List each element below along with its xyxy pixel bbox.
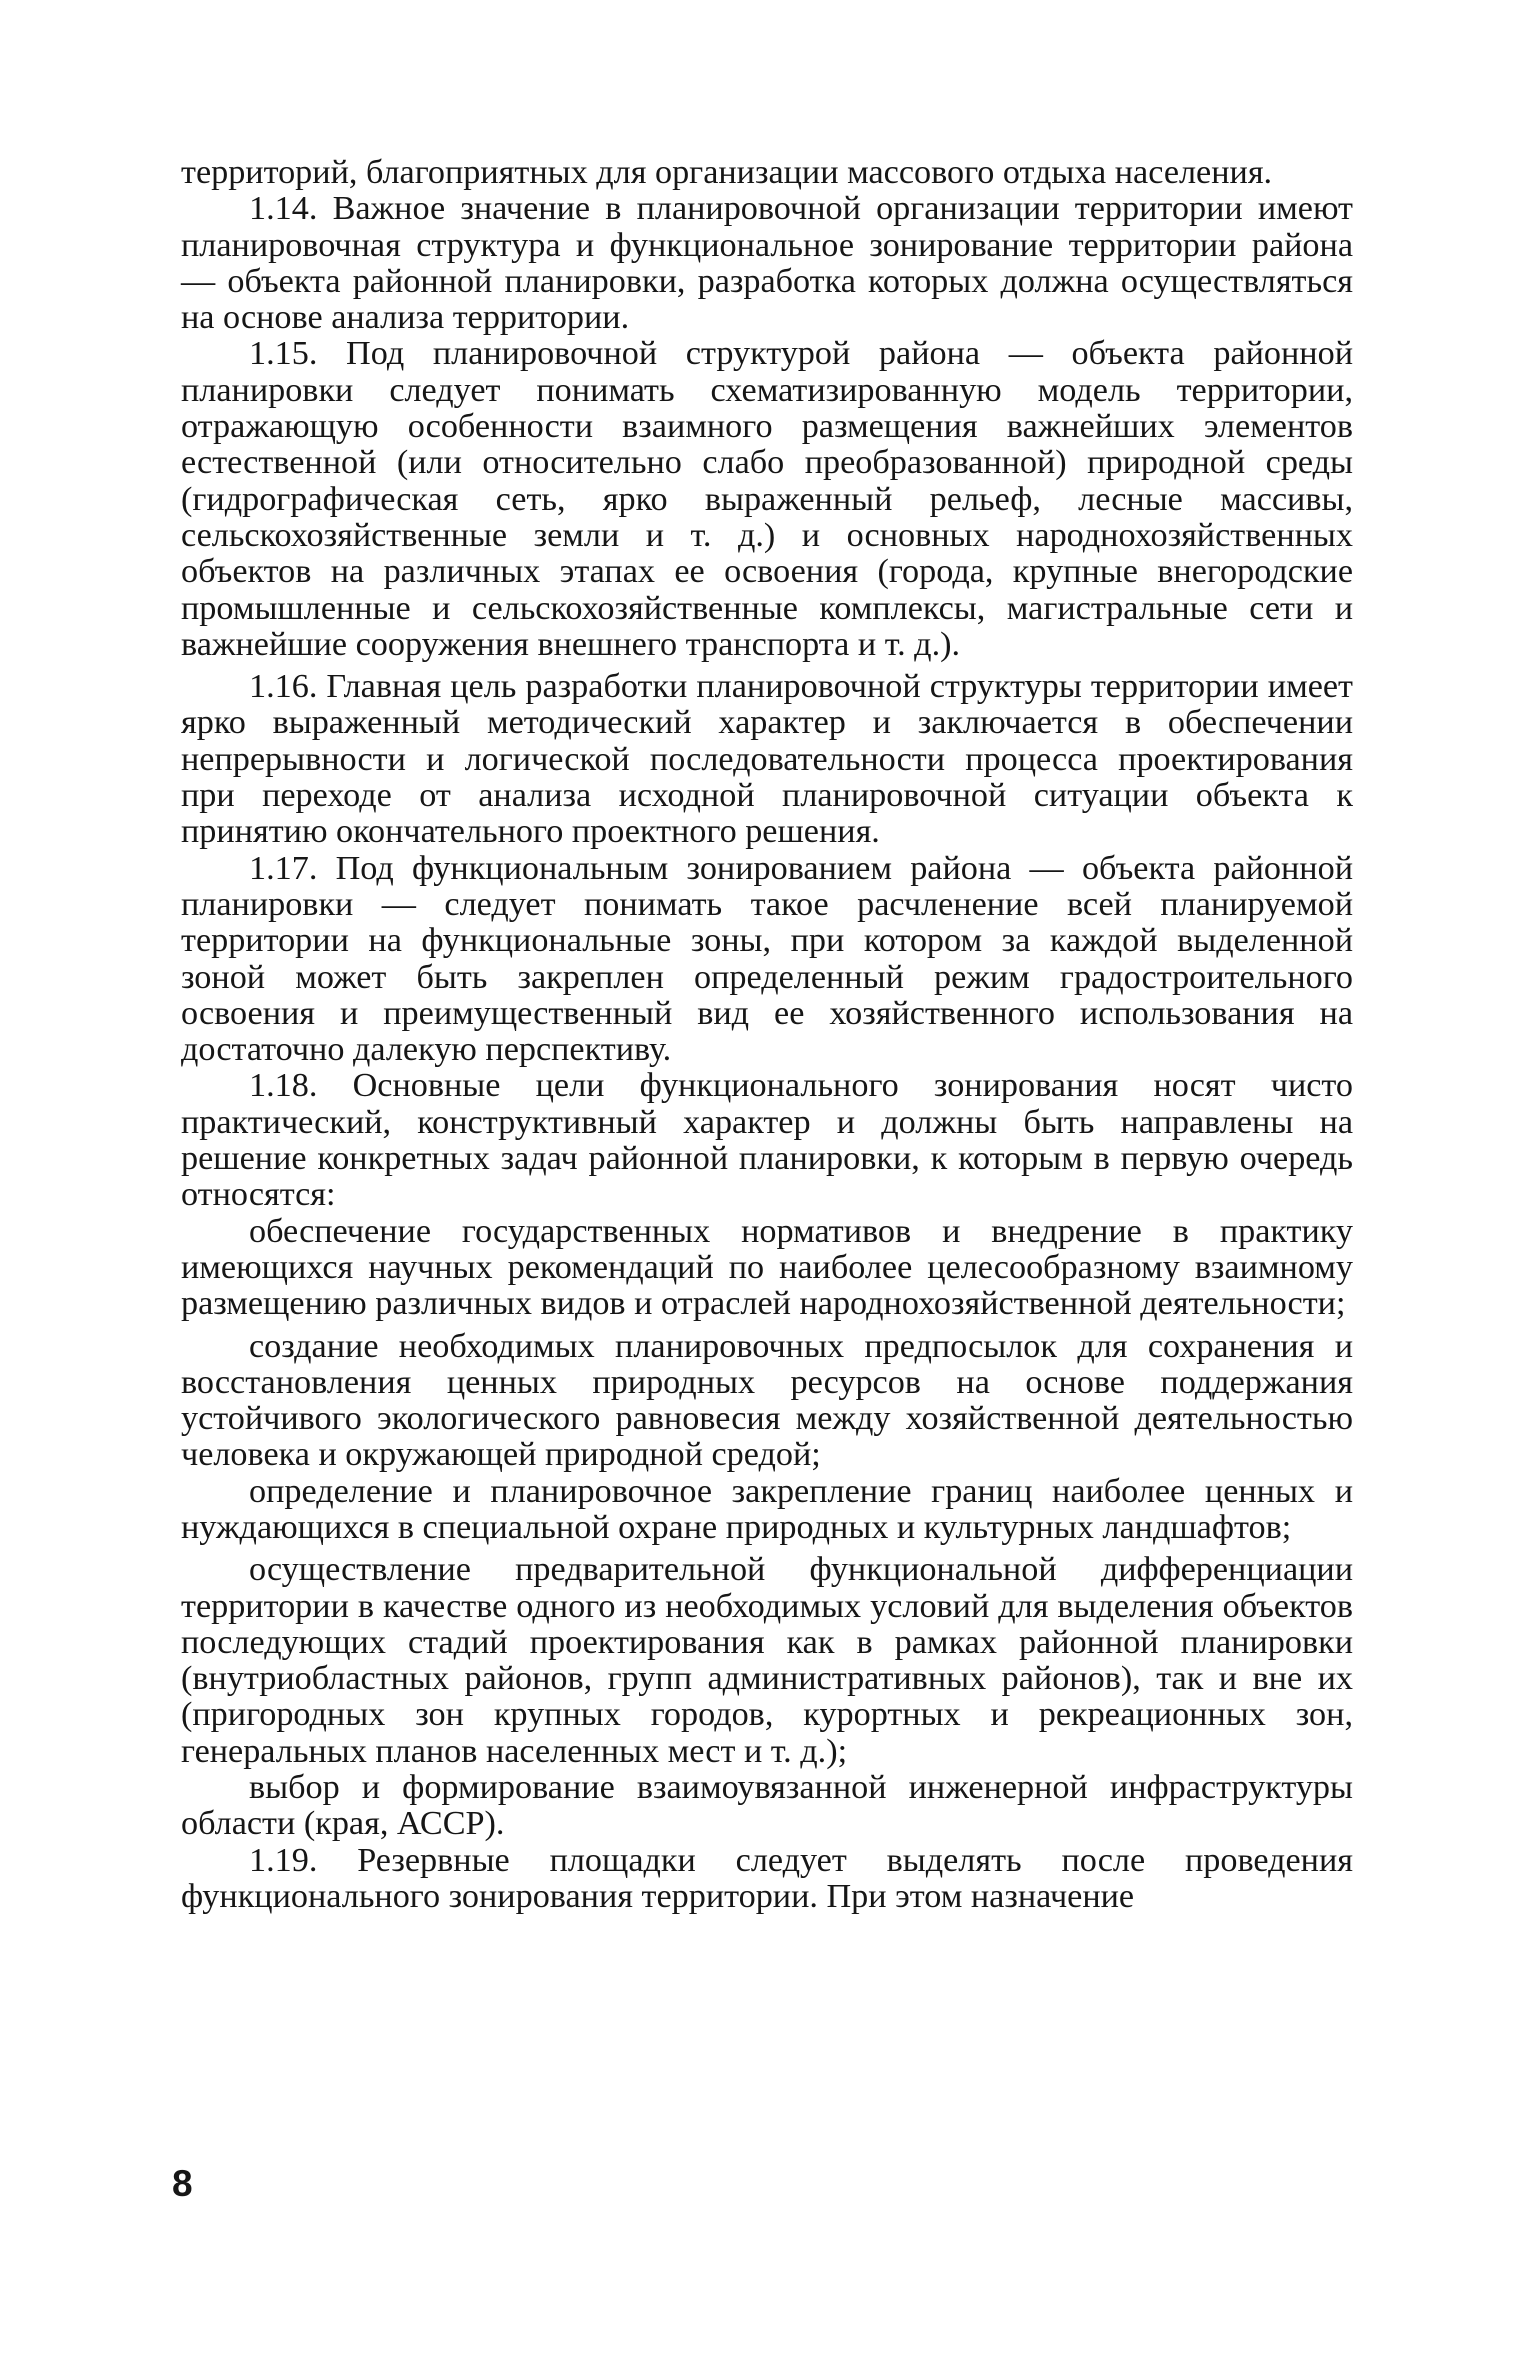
list-item-infrastructure: выбор и формирование взаимоувязанной инженерной инфраструктуры области (края, АССР).	[181, 1769, 1353, 1843]
paragraph-1-17: 1.17. Под функциональным зонированием района — объекта районной планировки — следует понимать такое расчленение всей планируемой территории на функциональные зоны, при котором за каждой выделенной зоной может быть закреплен определенный режим градостроительного освоения и преимущественный вид ее хозяйственного использования на достаточно далекую перспективу.	[181, 849, 1353, 1069]
list-item-differentiation: осуществление предварительной функциональной дифференциации территории в качестве одного из необходимых условий для выделения объектов последующих стадий проектирования как в рамках районной планировки (внутриобластных районов, групп административных районов), так и вне их (пригородных зон крупных городов, курортных и рекреационных зон, генеральных планов населенных мест и т. д.);	[181, 1551, 1353, 1770]
list-item-landscapes: определение и планировочное закрепление границ наиболее ценных и нуждающихся в специальной охране природных и культурных ландшафтов;	[181, 1472, 1353, 1546]
page-number: 8	[172, 2163, 193, 2204]
paragraph-1-19: 1.19. Резервные площадки следует выделять после проведения функционального зонирования территории. При этом назначение	[181, 1841, 1353, 1915]
paragraph-1-18: 1.18. Основные цели функционального зонирования носят чисто практический, конструктивный характер и должны быть направлены на решение конкретных задач районной планировки, к которым в первую очередь относятся:	[181, 1067, 1353, 1214]
body-text	[181, 155, 1353, 1915]
list-item-standards: обеспечение государственных нормативов и внедрение в практику имеющихся научных рекомендаций по наиболее целесообразному взаимному размещению различных видов и отраслей народнохозяйственной деятельности;	[181, 1212, 1353, 1323]
paragraph-1-16: 1.16. Главная цель разработки планировочной структуры территории имеет ярко выраженный методический характер и заключается в обеспечении непрерывности и логической последовательности процесса проектирования при переходе от анализа исходной планировочной ситуации объекта к принятию окончательного проектного решения.	[181, 668, 1353, 851]
paragraph-continuation: территорий, благоприятных для организации массового отдыха населения.	[181, 154, 1273, 191]
paragraph-1-14: 1.14. Важное значение в планировочной организации территории имеют планировочная структура и функциональное зонирование территории района — объекта районной планировки, разработка которых должна осуществляться на основе анализа территории.	[181, 190, 1353, 337]
list-item-resources: создание необходимых планировочных предпосылок для сохранения и восстановления ценных природных ресурсов на основе поддержания устойчивого экологического равновесия между хозяйственной деятельностью человека и окружающей природной средой;	[181, 1327, 1353, 1474]
paragraph-1-15: 1.15. Под планировочной структурой района — объекта районной планировки следует понимать схематизированную модель территории, отражающую особенности взаимного размещения важнейших элементов естественной (или относительно слабо преобразованной) природной среды (гидрографическая сеть, ярко выраженный рельеф, лесные массивы, сельскохозяйственные земли и т. д.) и основных народнохозяйственных объектов на различных этапах ее освоения (города, крупные внегородские промышленные и сельскохозяйственные комплексы, магистральные сети и важнейшие сооружения внешнего транспорта и т. д.).	[181, 335, 1353, 663]
